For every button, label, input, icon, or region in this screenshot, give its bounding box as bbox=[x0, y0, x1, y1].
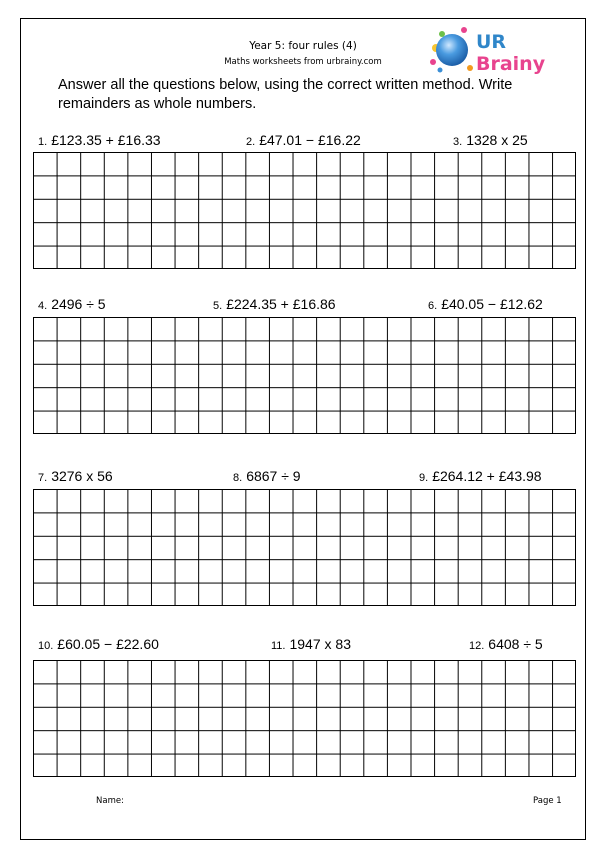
answer-grid-4[interactable] bbox=[33, 660, 576, 777]
page-number: Page 1 bbox=[533, 796, 562, 806]
name-label: Name: bbox=[96, 796, 124, 806]
question-1 bbox=[38, 132, 161, 148]
question-number: 12. bbox=[469, 640, 485, 652]
answer-grid-3[interactable] bbox=[33, 489, 576, 606]
question-text: £123.35 + £16.33 bbox=[51, 132, 161, 148]
question-number: 7. bbox=[38, 472, 48, 484]
question-12 bbox=[469, 636, 543, 652]
question-text: £40.05 − £12.62 bbox=[441, 296, 543, 312]
question-text: £60.05 − £22.60 bbox=[57, 636, 159, 652]
question-number: 5. bbox=[213, 300, 223, 312]
instructions: Answer all the questions below, using the correct written method. Write remainders as whole numbers. bbox=[58, 77, 513, 112]
question-text: 1947 x 83 bbox=[289, 636, 351, 652]
question-text: 3276 x 56 bbox=[51, 468, 113, 484]
worksheet-subtitle: Maths worksheets from urbrainy.com bbox=[224, 57, 382, 67]
question-text: 6408 ÷ 5 bbox=[488, 636, 543, 652]
question-6 bbox=[428, 296, 543, 312]
question-7 bbox=[38, 468, 113, 484]
question-9 bbox=[419, 468, 542, 484]
question-8 bbox=[233, 468, 301, 484]
question-11 bbox=[271, 636, 351, 652]
question-text: £224.35 + £16.86 bbox=[226, 296, 336, 312]
question-10 bbox=[38, 636, 159, 652]
question-number: 8. bbox=[233, 472, 243, 484]
question-number: 2. bbox=[246, 136, 256, 148]
logo-text-ur: UR bbox=[476, 31, 507, 53]
brain-sphere-icon bbox=[436, 34, 468, 66]
logo-text-brainy: Brainy bbox=[476, 53, 546, 75]
question-number: 10. bbox=[38, 640, 54, 652]
question-number: 11. bbox=[271, 640, 286, 652]
question-3 bbox=[453, 132, 528, 148]
question-number: 3. bbox=[453, 136, 463, 148]
question-4 bbox=[38, 296, 106, 312]
question-text: £47.01 − £16.22 bbox=[259, 132, 361, 148]
question-5 bbox=[213, 296, 336, 312]
answer-grid-1[interactable] bbox=[33, 152, 576, 269]
question-number: 1. bbox=[38, 136, 48, 148]
question-text: 1328 x 25 bbox=[466, 132, 528, 148]
question-number: 4. bbox=[38, 300, 48, 312]
question-2 bbox=[246, 132, 361, 148]
answer-grid-2[interactable] bbox=[33, 317, 576, 434]
urbrainy-logo bbox=[426, 22, 552, 78]
question-number: 9. bbox=[419, 472, 429, 484]
question-number: 6. bbox=[428, 300, 438, 312]
question-text: 2496 ÷ 5 bbox=[51, 296, 106, 312]
question-text: £264.12 + £43.98 bbox=[432, 468, 542, 484]
question-text: 6867 ÷ 9 bbox=[246, 468, 301, 484]
worksheet-title: Year 5: four rules (4) bbox=[249, 40, 357, 52]
